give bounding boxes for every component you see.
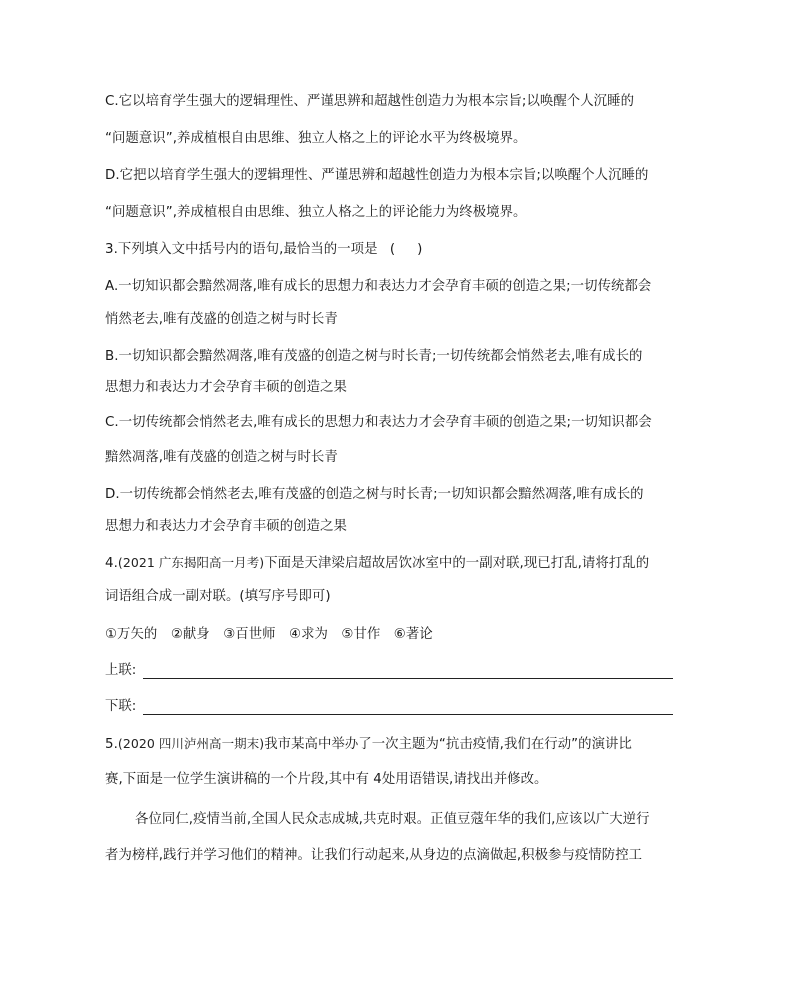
q2-option-d-line2: “问题意识”,养成植根自由思维、独立人格之上的评论能力为终极境界。: [105, 205, 527, 220]
q4-upper-couplet-answer-line[interactable]: [143, 678, 673, 679]
q4-lower-couplet-label: 下联:: [105, 699, 137, 714]
q4-lower-couplet-answer-line[interactable]: [143, 714, 673, 715]
q2-option-c-line1: C.它以培育学生强大的逻辑理性、严谨思辨和超越性创造力为根本宗旨;以唤醒个人沉睡的: [105, 94, 635, 109]
answer-paren-close: ): [417, 242, 423, 257]
q5-passage-line2: 者为榜样,践行并学习他们的精神。让我们行动起来,从身边的点滴做起,积极参与疫情防控工: [105, 848, 643, 863]
q3-stem: [105, 240, 422, 260]
q4-word-list: ①万矢的 ②献身 ③百世师 ④求为 ⑤甘作 ⑥著论: [105, 627, 433, 642]
q2-option-c-line2: “问题意识”,养成植根自由思维、独立人格之上的评论水平为终极境界。: [105, 131, 527, 146]
q3-option-a-line1: A.一切知识都会黯然凋落,唯有成长的思想力和表达力才会孕育丰硕的创造之果;一切传统都会: [105, 279, 652, 294]
q4-upper-couplet-label: 上联:: [105, 663, 137, 678]
q3-option-c-line1: C.一切传统都会悄然老去,唯有成长的思想力和表达力才会孕育丰硕的创造之果;一切知识都会: [105, 415, 652, 430]
q3-option-b-line1: B.一切知识都会黯然凋落,唯有茂盛的创造之树与时长青;一切传统都会悄然老去,唯有成长的: [105, 349, 643, 364]
q5-stem-text: 我市某高中举办了一次主题为“抗击疫情,我们在行动”的演讲比: [264, 737, 632, 752]
q5-passage-line1: 各位同仁,疫情当前,全国人民众志成城,共克时艰。正值豆蔻年华的我们,应该以广大逆行: [135, 812, 650, 827]
q4-stem-line1: [105, 553, 649, 574]
q3-option-c-line2: 黯然凋落,唯有茂盛的创造之树与时长青: [105, 450, 338, 465]
q4-stem-line2: 词语组合成一副对联。(填写序号即可): [105, 589, 331, 604]
q3-option-d-line2: 思想力和表达力才会孕育丰硕的创造之果: [105, 519, 347, 534]
q4-source: (2021 广东揭阳高一月考): [117, 555, 265, 570]
answer-paren-open: (: [389, 242, 396, 257]
q4-number: 4.: [105, 556, 118, 571]
q2-option-d-line1: D.它把以培育学生强大的逻辑理性、严谨思辨和超越性创造力为根本宗旨;以唤醒个人沉睡的: [105, 168, 649, 183]
q3-stem-text: 3.下列填入文中括号内的语句,最恰当的一项是: [105, 242, 378, 257]
q5-number: 5.: [105, 737, 118, 752]
q5-stem-line1: [105, 734, 632, 755]
q3-option-a-line2: 悄然老去,唯有茂盛的创造之树与时长青: [105, 312, 338, 327]
q5-stem-line2: 赛,下面是一位学生演讲稿的一个片段,其中有 4处用语错误,请找出并修改。: [105, 772, 548, 787]
q3-option-d-line1: D.一切传统都会悄然老去,唯有茂盛的创造之树与时长青;一切知识都会黯然凋落,唯有成长的: [105, 487, 644, 502]
q3-option-b-line2: 思想力和表达力才会孕育丰硕的创造之果: [105, 380, 347, 395]
q4-stem-text: 下面是天津梁启超故居饮冰室中的一副对联,现已打乱,请将打乱的: [264, 556, 650, 571]
q5-source: (2020 四川泸州高一期末): [117, 736, 265, 751]
